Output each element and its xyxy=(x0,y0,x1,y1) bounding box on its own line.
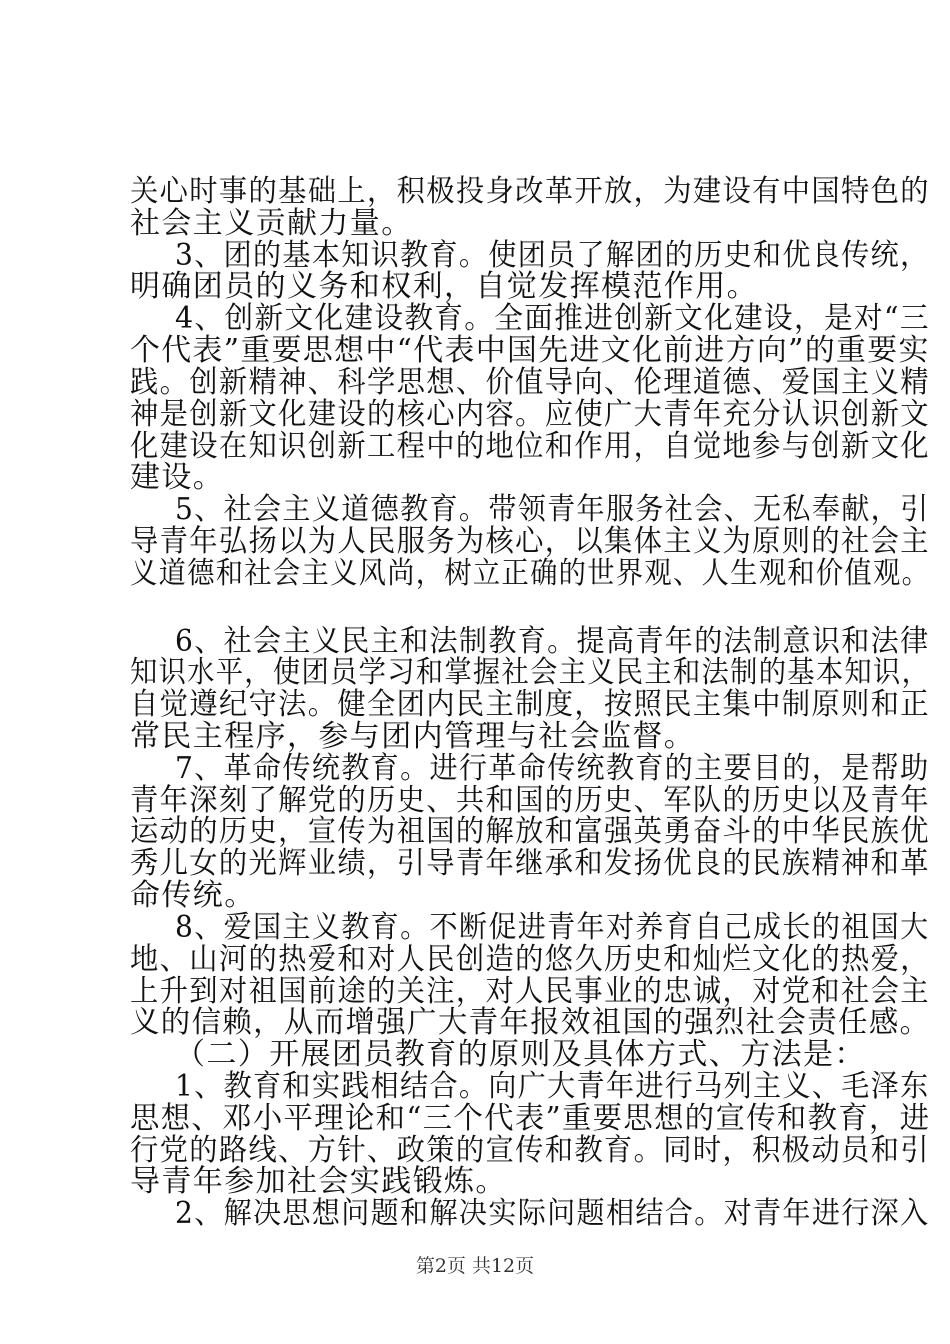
body-line: 化建设在知识创新工程中的地位和作用，自觉地参与创新文化 xyxy=(130,428,930,464)
body-line: 上升到对祖国前途的关注，对人民事业的忠诚，对党和社会主 xyxy=(130,973,930,1009)
body-line: 5、社会主义道德教育。带领青年服务社会、无私奉献，引 xyxy=(175,492,930,528)
body-line: 自觉遵纪守法。健全团内民主制度，按照民主集中制原则和正 xyxy=(130,687,930,723)
body-line: 3、团的基本知识教育。使团员了解团的历史和优良传统， xyxy=(175,237,930,273)
body-line: 运动的历史，宣传为祖国的解放和富强英勇奋斗的中华民族优 xyxy=(130,814,930,850)
body-line: 7、革命传统教育。进行革命传统教育的主要目的，是帮助 xyxy=(175,750,930,786)
body-line: 义的信赖，从而增强广大青年报效祖国的强烈社会责任感。 xyxy=(130,1005,931,1041)
body-line: 常民主程序，参与团内管理与社会监督。 xyxy=(130,719,696,754)
section-heading: （二）开展团员教育的原则及具体方式、方法是： xyxy=(175,1037,866,1073)
body-line: 导青年弘扬以为人民服务为核心，以集体主义为原则的社会主 xyxy=(130,523,930,559)
body-line: 2、解决思想问题和解决实际问题相结合。对青年进行深入 xyxy=(175,1196,930,1232)
body-line: 地、山河的热爱和对人民创造的悠久历史和灿烂文化的热爱， xyxy=(130,941,930,977)
body-line: 8、爱国主义教育。不断促进青年对养育自己成长的祖国大 xyxy=(175,909,930,945)
page-number-footer: 第2页 共12页 xyxy=(415,1255,535,1277)
body-line: 4、创新文化建设教育。全面推进创新文化建设，是对“三 xyxy=(175,301,930,337)
body-line: 1、教育和实践相结合。向广大青年进行马列主义、毛泽东 xyxy=(175,1068,930,1104)
body-line: 导青年参加社会实践锻炼。 xyxy=(130,1164,507,1200)
body-line: 践。创新精神、科学思想、价值导向、伦理道德、爱国主义精 xyxy=(130,364,930,400)
body-line: 命传统。 xyxy=(130,878,256,914)
body-line: 神是创新文化建设的核心内容。应使广大青年充分认识创新文 xyxy=(130,396,930,432)
body-line: 知识水平，使团员学习和掌握社会主义民主和法制的基本知识， xyxy=(130,655,931,691)
body-line: 关心时事的基础上，积极投身改革开放，为建设有中国特色的 xyxy=(130,174,930,209)
body-line: 社会主义贡献力量。 xyxy=(130,205,413,241)
body-line: 青年深刻了解党的历史、共和国的历史、军队的历史以及青年 xyxy=(130,782,930,818)
body-line: 思想、邓小平理论和“三个代表”重要思想的宣传和教育，进 xyxy=(130,1100,931,1136)
body-line: 个代表”重要思想中“代表中国先进文化前进方向”的重要实 xyxy=(130,333,930,369)
body-line: 6、社会主义民主和法制教育。提高青年的法制意识和法律 xyxy=(175,623,930,659)
body-line: 义道德和社会主义风尚，树立正确的世界观、人生观和价值观。 xyxy=(130,555,931,591)
body-line: 明确团员的义务和权利，自觉发挥模范作用。 xyxy=(130,269,758,305)
body-line: 行党的路线、方针、政策的宣传和教育。同时，积极动员和引 xyxy=(130,1132,930,1168)
body-line: 建设。 xyxy=(130,460,225,496)
body-line: 秀儿女的光辉业绩，引导青年继承和发扬优良的民族精神和革 xyxy=(130,846,930,882)
